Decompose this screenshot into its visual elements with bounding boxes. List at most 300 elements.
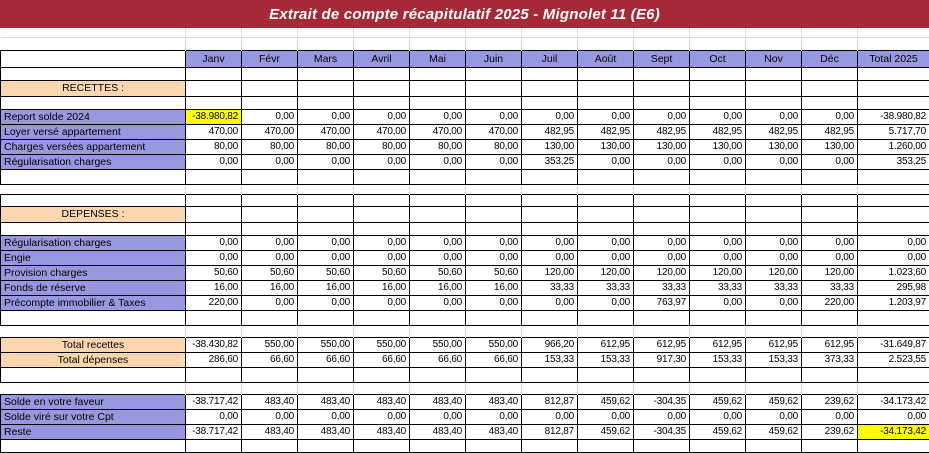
cell-engie-mai[interactable]: 0,00	[410, 250, 466, 265]
cell-regularisation-charges-janv[interactable]: 0,00	[186, 235, 242, 250]
cell-solde-vire-sur-votre-cpt-oct[interactable]: 0,00	[690, 409, 746, 424]
empty-cell[interactable]	[578, 367, 634, 382]
empty-cell[interactable]	[802, 169, 858, 184]
empty-cell[interactable]	[466, 367, 522, 382]
empty-cell[interactable]	[466, 439, 522, 452]
cell-regularisation-charges-aout[interactable]: 0,00	[578, 235, 634, 250]
empty-cell[interactable]	[802, 67, 858, 80]
cell-solde-en-votre-faveur-aout[interactable]: 459,62	[578, 394, 634, 409]
empty-cell[interactable]	[466, 222, 522, 235]
empty-cell[interactable]	[578, 310, 634, 325]
grid-gap-cell[interactable]	[186, 28, 242, 37]
cell-solde-vire-sur-votre-cpt-janv[interactable]: 0,00	[186, 409, 242, 424]
grid-gap-cell[interactable]	[578, 37, 634, 50]
empty-cell[interactable]	[242, 310, 298, 325]
cell-solde-vire-sur-votre-cpt-sept[interactable]: 0,00	[634, 409, 690, 424]
empty-cell[interactable]	[354, 222, 410, 235]
empty-cell[interactable]	[186, 310, 242, 325]
column-header-janv[interactable]: Janv	[186, 50, 242, 67]
cell-engie-mars[interactable]: 0,00	[298, 250, 354, 265]
empty-cell[interactable]	[410, 310, 466, 325]
empty-cell[interactable]	[578, 222, 634, 235]
column-header-sept[interactable]: Sept	[634, 50, 690, 67]
empty-cell[interactable]	[242, 169, 298, 184]
cell-solde-en-votre-faveur-dec[interactable]: 239,62	[802, 394, 858, 409]
grid-gap-cell[interactable]	[522, 325, 578, 337]
cell-engie-oct[interactable]: 0,00	[690, 250, 746, 265]
cell-solde-vire-sur-votre-cpt-juil[interactable]: 0,00	[522, 409, 578, 424]
cell-total-depenses-avril[interactable]: 66,60	[354, 352, 410, 367]
row-label-charges-versees-appartement[interactable]: Charges versées appartement	[1, 139, 186, 154]
cell-regularisation-charges-juil[interactable]: 0,00	[522, 235, 578, 250]
empty-cell[interactable]	[802, 96, 858, 109]
cell-charges-versees-appartement-aout[interactable]: 130,00	[578, 139, 634, 154]
row-label-loyer-verse-appartement[interactable]: Loyer versé appartement	[1, 124, 186, 139]
grid-gap-cell[interactable]	[522, 37, 578, 50]
cell-fonds-de-reserve-mai[interactable]: 16,00	[410, 280, 466, 295]
grid-gap-cell[interactable]	[298, 325, 354, 337]
row-label-solde-vire-sur-votre-cpt[interactable]: Solde viré sur votre Cpt	[1, 409, 186, 424]
cell-solde-en-votre-faveur-total-2025[interactable]: -34.173,42	[858, 394, 929, 409]
grid-gap-cell[interactable]	[802, 37, 858, 50]
cell-solde-vire-sur-votre-cpt-mai[interactable]: 0,00	[410, 409, 466, 424]
cell-precompte-immobilier-taxes-sept[interactable]: 763,97	[634, 295, 690, 310]
grid-gap-cell[interactable]	[466, 28, 522, 37]
empty-cell[interactable]	[746, 206, 802, 222]
grid-gap-cell[interactable]	[634, 184, 690, 194]
cell-report-solde-2024-avril[interactable]: 0,00	[354, 109, 410, 124]
empty-cell[interactable]	[802, 80, 858, 96]
grid-gap-cell[interactable]	[1, 382, 186, 394]
grid-gap-cell[interactable]	[858, 184, 929, 194]
grid-gap-cell[interactable]	[298, 382, 354, 394]
column-header-mars[interactable]: Mars	[298, 50, 354, 67]
empty-cell[interactable]	[410, 367, 466, 382]
empty-cell[interactable]	[186, 80, 242, 96]
empty-cell[interactable]	[1, 310, 186, 325]
cell-reste-sept[interactable]: -304,35	[634, 424, 690, 439]
cell-engie-fevr[interactable]: 0,00	[242, 250, 298, 265]
empty-cell[interactable]	[186, 439, 242, 452]
grid-gap-cell[interactable]	[746, 184, 802, 194]
empty-cell[interactable]	[186, 367, 242, 382]
cell-precompte-immobilier-taxes-juin[interactable]: 0,00	[466, 295, 522, 310]
cell-fonds-de-reserve-avril[interactable]: 16,00	[354, 280, 410, 295]
cell-solde-en-votre-faveur-avril[interactable]: 483,40	[354, 394, 410, 409]
empty-cell[interactable]	[466, 310, 522, 325]
row-label-solde-en-votre-faveur[interactable]: Solde en votre faveur	[1, 394, 186, 409]
cell-report-solde-2024-dec[interactable]: 0,00	[802, 109, 858, 124]
cell-solde-en-votre-faveur-juin[interactable]: 483,40	[466, 394, 522, 409]
empty-cell[interactable]	[298, 206, 354, 222]
column-header-fevr[interactable]: Févr	[242, 50, 298, 67]
empty-cell[interactable]	[746, 367, 802, 382]
column-header-juil[interactable]: Juil	[522, 50, 578, 67]
cell-report-solde-2024-sept[interactable]: 0,00	[634, 109, 690, 124]
empty-cell[interactable]	[466, 169, 522, 184]
cell-reste-mars[interactable]: 483,40	[298, 424, 354, 439]
cell-regularisation-charges-oct[interactable]: 0,00	[690, 154, 746, 169]
empty-cell[interactable]	[690, 206, 746, 222]
empty-cell[interactable]	[242, 80, 298, 96]
cell-solde-vire-sur-votre-cpt-fevr[interactable]: 0,00	[242, 409, 298, 424]
grid-gap-cell[interactable]	[242, 37, 298, 50]
cell-reste-juin[interactable]: 483,40	[466, 424, 522, 439]
cell-regularisation-charges-sept[interactable]: 0,00	[634, 235, 690, 250]
cell-precompte-immobilier-taxes-fevr[interactable]: 0,00	[242, 295, 298, 310]
row-label-report-solde-2024[interactable]: Report solde 2024	[1, 109, 186, 124]
empty-cell[interactable]	[634, 439, 690, 452]
empty-cell[interactable]	[578, 194, 634, 206]
cell-regularisation-charges-avril[interactable]: 0,00	[354, 235, 410, 250]
grid-gap-cell[interactable]	[690, 382, 746, 394]
grid-gap-cell[interactable]	[802, 325, 858, 337]
grid-gap-cell[interactable]	[746, 37, 802, 50]
cell-solde-en-votre-faveur-nov[interactable]: 459,62	[746, 394, 802, 409]
empty-cell[interactable]	[354, 96, 410, 109]
empty-cell[interactable]	[186, 206, 242, 222]
cell-reste-avril[interactable]: 483,40	[354, 424, 410, 439]
empty-cell[interactable]	[354, 310, 410, 325]
cell-total-recettes-fevr[interactable]: 550,00	[242, 337, 298, 352]
empty-cell[interactable]	[802, 310, 858, 325]
cell-loyer-verse-appartement-nov[interactable]: 482,95	[746, 124, 802, 139]
grid-gap-cell[interactable]	[746, 325, 802, 337]
cell-charges-versees-appartement-mai[interactable]: 80,00	[410, 139, 466, 154]
grid-gap-cell[interactable]	[298, 28, 354, 37]
empty-cell[interactable]	[242, 439, 298, 452]
cell-regularisation-charges-mars[interactable]: 0,00	[298, 235, 354, 250]
cell-fonds-de-reserve-juin[interactable]: 16,00	[466, 280, 522, 295]
empty-cell[interactable]	[690, 169, 746, 184]
empty-cell[interactable]	[522, 310, 578, 325]
grid-gap-cell[interactable]	[242, 382, 298, 394]
grid-gap-cell[interactable]	[746, 28, 802, 37]
empty-cell[interactable]	[858, 439, 929, 452]
grid-gap-cell[interactable]	[354, 37, 410, 50]
cell-total-recettes-janv[interactable]: -38.430,82	[186, 337, 242, 352]
empty-cell[interactable]	[298, 222, 354, 235]
grid-gap-cell[interactable]	[858, 37, 929, 50]
cell-loyer-verse-appartement-fevr[interactable]: 470,00	[242, 124, 298, 139]
empty-cell[interactable]	[802, 222, 858, 235]
cell-report-solde-2024-juil[interactable]: 0,00	[522, 109, 578, 124]
cell-charges-versees-appartement-fevr[interactable]: 80,00	[242, 139, 298, 154]
cell-provision-charges-fevr[interactable]: 50,60	[242, 265, 298, 280]
empty-cell[interactable]	[466, 80, 522, 96]
cell-provision-charges-mars[interactable]: 50,60	[298, 265, 354, 280]
cell-solde-en-votre-faveur-mai[interactable]: 483,40	[410, 394, 466, 409]
empty-cell[interactable]	[634, 206, 690, 222]
cell-fonds-de-reserve-nov[interactable]: 33,33	[746, 280, 802, 295]
cell-solde-en-votre-faveur-janv[interactable]: -38.717,42	[186, 394, 242, 409]
cell-fonds-de-reserve-fevr[interactable]: 16,00	[242, 280, 298, 295]
empty-cell[interactable]	[298, 439, 354, 452]
empty-cell[interactable]	[186, 222, 242, 235]
cell-provision-charges-juil[interactable]: 120,00	[522, 265, 578, 280]
cell-regularisation-charges-janv[interactable]: 0,00	[186, 154, 242, 169]
grid-gap-cell[interactable]	[690, 37, 746, 50]
cell-total-depenses-sept[interactable]: 917,30	[634, 352, 690, 367]
grid-gap-cell[interactable]	[578, 28, 634, 37]
empty-cell[interactable]	[1, 194, 186, 206]
grid-gap-cell[interactable]	[634, 28, 690, 37]
column-header-juin[interactable]: Juin	[466, 50, 522, 67]
cell-total-recettes-avril[interactable]: 550,00	[354, 337, 410, 352]
cell-loyer-verse-appartement-dec[interactable]: 482,95	[802, 124, 858, 139]
cell-reste-dec[interactable]: 239,62	[802, 424, 858, 439]
cell-provision-charges-oct[interactable]: 120,00	[690, 265, 746, 280]
grid-gap-cell[interactable]	[410, 382, 466, 394]
empty-cell[interactable]	[522, 96, 578, 109]
empty-cell[interactable]	[690, 310, 746, 325]
empty-cell[interactable]	[858, 169, 929, 184]
grid-gap-cell[interactable]	[186, 37, 242, 50]
cell-regularisation-charges-mai[interactable]: 0,00	[410, 235, 466, 250]
grid-gap-cell[interactable]	[186, 184, 242, 194]
empty-cell[interactable]	[298, 169, 354, 184]
empty-cell[interactable]	[690, 367, 746, 382]
grid-gap-cell[interactable]	[1, 325, 186, 337]
empty-cell[interactable]	[858, 222, 929, 235]
empty-cell[interactable]	[410, 67, 466, 80]
cell-provision-charges-aout[interactable]: 120,00	[578, 265, 634, 280]
cell-charges-versees-appartement-sept[interactable]: 130,00	[634, 139, 690, 154]
grid-gap-cell[interactable]	[858, 325, 929, 337]
grid-gap-cell[interactable]	[354, 382, 410, 394]
empty-cell[interactable]	[858, 67, 929, 80]
grid-gap-cell[interactable]	[690, 325, 746, 337]
cell-provision-charges-sept[interactable]: 120,00	[634, 265, 690, 280]
empty-cell[interactable]	[522, 206, 578, 222]
cell-precompte-immobilier-taxes-janv[interactable]: 220,00	[186, 295, 242, 310]
empty-cell[interactable]	[858, 80, 929, 96]
cell-engie-aout[interactable]: 0,00	[578, 250, 634, 265]
empty-cell[interactable]	[858, 194, 929, 206]
grid-gap-cell[interactable]	[466, 184, 522, 194]
grid-gap-cell[interactable]	[522, 382, 578, 394]
cell-report-solde-2024-mai[interactable]: 0,00	[410, 109, 466, 124]
cell-total-depenses-oct[interactable]: 153,33	[690, 352, 746, 367]
cell-provision-charges-juin[interactable]: 50,60	[466, 265, 522, 280]
grid-gap-cell[interactable]	[690, 28, 746, 37]
empty-cell[interactable]	[410, 222, 466, 235]
empty-cell[interactable]	[746, 80, 802, 96]
grid-gap-cell[interactable]	[354, 28, 410, 37]
cell-reste-aout[interactable]: 459,62	[578, 424, 634, 439]
column-header-dec[interactable]: Déc	[802, 50, 858, 67]
empty-cell[interactable]	[578, 67, 634, 80]
grid-gap-cell[interactable]	[298, 184, 354, 194]
cell-regularisation-charges-juin[interactable]: 0,00	[466, 235, 522, 250]
row-label-reste[interactable]: Reste	[1, 424, 186, 439]
empty-cell[interactable]	[242, 367, 298, 382]
cell-solde-en-votre-faveur-mars[interactable]: 483,40	[298, 394, 354, 409]
empty-cell[interactable]	[802, 194, 858, 206]
grid-gap-cell[interactable]	[410, 184, 466, 194]
empty-cell[interactable]	[858, 310, 929, 325]
grid-gap-cell[interactable]	[634, 325, 690, 337]
row-label-provision-charges[interactable]: Provision charges	[1, 265, 186, 280]
cell-solde-en-votre-faveur-fevr[interactable]: 483,40	[242, 394, 298, 409]
grid-gap-cell[interactable]	[298, 37, 354, 50]
empty-cell[interactable]	[634, 169, 690, 184]
empty-cell[interactable]	[466, 67, 522, 80]
empty-cell[interactable]	[634, 367, 690, 382]
grid-gap-cell[interactable]	[242, 325, 298, 337]
cell-report-solde-2024-oct[interactable]: 0,00	[690, 109, 746, 124]
empty-cell[interactable]	[242, 67, 298, 80]
grid-gap-cell[interactable]	[690, 184, 746, 194]
grid-gap-cell[interactable]	[578, 184, 634, 194]
cell-engie-dec[interactable]: 0,00	[802, 250, 858, 265]
empty-cell[interactable]	[634, 67, 690, 80]
cell-total-depenses-fevr[interactable]: 66,60	[242, 352, 298, 367]
cell-provision-charges-avril[interactable]: 50,60	[354, 265, 410, 280]
empty-cell[interactable]	[298, 96, 354, 109]
cell-total-recettes-total-2025[interactable]: -31.649,87	[858, 337, 929, 352]
empty-cell[interactable]	[578, 80, 634, 96]
cell-solde-vire-sur-votre-cpt-dec[interactable]: 0,00	[802, 409, 858, 424]
grid-gap-cell[interactable]	[858, 382, 929, 394]
row-label-regularisation-charges[interactable]: Régularisation charges	[1, 235, 186, 250]
empty-cell[interactable]	[690, 80, 746, 96]
empty-cell[interactable]	[298, 367, 354, 382]
cell-total-recettes-dec[interactable]: 612,95	[802, 337, 858, 352]
grid-gap-cell[interactable]	[410, 28, 466, 37]
cell-solde-vire-sur-votre-cpt-aout[interactable]: 0,00	[578, 409, 634, 424]
column-header-avril[interactable]: Avril	[354, 50, 410, 67]
cell-loyer-verse-appartement-total-2025[interactable]: 5.717,70	[858, 124, 929, 139]
cell-loyer-verse-appartement-avril[interactable]: 470,00	[354, 124, 410, 139]
cell-solde-vire-sur-votre-cpt-mars[interactable]: 0,00	[298, 409, 354, 424]
column-header-aout[interactable]: Août	[578, 50, 634, 67]
grid-gap-cell[interactable]	[634, 37, 690, 50]
empty-cell[interactable]	[634, 96, 690, 109]
empty-cell[interactable]	[242, 206, 298, 222]
cell-charges-versees-appartement-mars[interactable]: 80,00	[298, 139, 354, 154]
empty-cell[interactable]	[634, 222, 690, 235]
cell-total-depenses-dec[interactable]: 373,33	[802, 352, 858, 367]
empty-cell[interactable]	[298, 194, 354, 206]
cell-report-solde-2024-aout[interactable]: 0,00	[578, 109, 634, 124]
grid-gap-cell[interactable]	[802, 184, 858, 194]
row-label-total-depenses[interactable]: Total dépenses	[1, 352, 186, 367]
empty-cell[interactable]	[746, 169, 802, 184]
cell-loyer-verse-appartement-aout[interactable]: 482,95	[578, 124, 634, 139]
cell-total-recettes-nov[interactable]: 612,95	[746, 337, 802, 352]
cell-loyer-verse-appartement-juin[interactable]: 470,00	[466, 124, 522, 139]
cell-regularisation-charges-total-2025[interactable]: 353,25	[858, 154, 929, 169]
empty-cell[interactable]	[634, 80, 690, 96]
grid-gap-cell[interactable]	[522, 184, 578, 194]
row-label-total-recettes[interactable]: Total recettes	[1, 337, 186, 352]
cell-regularisation-charges-juil[interactable]: 353,25	[522, 154, 578, 169]
empty-cell[interactable]	[466, 96, 522, 109]
empty-cell[interactable]	[242, 96, 298, 109]
cell-precompte-immobilier-taxes-avril[interactable]: 0,00	[354, 295, 410, 310]
cell-report-solde-2024-juin[interactable]: 0,00	[466, 109, 522, 124]
cell-total-depenses-mai[interactable]: 66,60	[410, 352, 466, 367]
empty-cell[interactable]	[522, 80, 578, 96]
cell-charges-versees-appartement-total-2025[interactable]: 1.260,00	[858, 139, 929, 154]
cell-reste-total-2025[interactable]: -34.173,42	[858, 424, 929, 439]
grid-gap-cell[interactable]	[354, 184, 410, 194]
cell-engie-janv[interactable]: 0,00	[186, 250, 242, 265]
cell-total-depenses-total-2025[interactable]: 2.523,55	[858, 352, 929, 367]
grid-gap-cell[interactable]	[858, 28, 929, 37]
empty-cell[interactable]	[354, 367, 410, 382]
cell-fonds-de-reserve-sept[interactable]: 33,33	[634, 280, 690, 295]
column-header-nov[interactable]: Nov	[746, 50, 802, 67]
empty-cell[interactable]	[410, 439, 466, 452]
cell-precompte-immobilier-taxes-oct[interactable]: 0,00	[690, 295, 746, 310]
empty-cell[interactable]	[354, 67, 410, 80]
cell-total-recettes-mai[interactable]: 550,00	[410, 337, 466, 352]
empty-cell[interactable]	[690, 194, 746, 206]
cell-reste-mai[interactable]: 483,40	[410, 424, 466, 439]
grid-gap-cell[interactable]	[1, 37, 186, 50]
cell-provision-charges-janv[interactable]: 50,60	[186, 265, 242, 280]
cell-solde-vire-sur-votre-cpt-total-2025[interactable]: 0,00	[858, 409, 929, 424]
empty-cell[interactable]	[354, 194, 410, 206]
cell-regularisation-charges-avril[interactable]: 0,00	[354, 154, 410, 169]
empty-cell[interactable]	[466, 194, 522, 206]
cell-precompte-immobilier-taxes-total-2025[interactable]: 1.203,97	[858, 295, 929, 310]
empty-cell[interactable]	[410, 96, 466, 109]
grid-gap-cell[interactable]	[466, 325, 522, 337]
cell-charges-versees-appartement-nov[interactable]: 130,00	[746, 139, 802, 154]
cell-loyer-verse-appartement-sept[interactable]: 482,95	[634, 124, 690, 139]
empty-cell[interactable]	[858, 96, 929, 109]
empty-cell[interactable]	[522, 367, 578, 382]
cell-precompte-immobilier-taxes-nov[interactable]: 0,00	[746, 295, 802, 310]
empty-cell[interactable]	[1, 367, 186, 382]
grid-gap-cell[interactable]	[242, 28, 298, 37]
cell-total-depenses-nov[interactable]: 153,33	[746, 352, 802, 367]
grid-gap-cell[interactable]	[354, 325, 410, 337]
empty-cell[interactable]	[746, 96, 802, 109]
empty-cell[interactable]	[1, 439, 186, 452]
cell-regularisation-charges-oct[interactable]: 0,00	[690, 235, 746, 250]
empty-cell[interactable]	[746, 67, 802, 80]
corner-cell[interactable]	[1, 50, 186, 67]
empty-cell[interactable]	[634, 194, 690, 206]
cell-fonds-de-reserve-oct[interactable]: 33,33	[690, 280, 746, 295]
empty-cell[interactable]	[802, 367, 858, 382]
empty-cell[interactable]	[746, 194, 802, 206]
empty-cell[interactable]	[298, 67, 354, 80]
empty-cell[interactable]	[522, 222, 578, 235]
empty-cell[interactable]	[410, 169, 466, 184]
row-label-fonds-de-reserve[interactable]: Fonds de réserve	[1, 280, 186, 295]
empty-cell[interactable]	[690, 222, 746, 235]
grid-gap-cell[interactable]	[634, 382, 690, 394]
column-header-oct[interactable]: Oct	[690, 50, 746, 67]
empty-cell[interactable]	[242, 222, 298, 235]
grid-gap-cell[interactable]	[578, 382, 634, 394]
empty-cell[interactable]	[802, 439, 858, 452]
section-label-depenses[interactable]: DEPENSES :	[1, 206, 186, 222]
column-header-total-2025[interactable]: Total 2025	[858, 50, 929, 67]
cell-regularisation-charges-fevr[interactable]: 0,00	[242, 235, 298, 250]
grid-gap-cell[interactable]	[802, 382, 858, 394]
cell-engie-juin[interactable]: 0,00	[466, 250, 522, 265]
cell-engie-nov[interactable]: 0,00	[746, 250, 802, 265]
empty-cell[interactable]	[354, 169, 410, 184]
cell-total-depenses-aout[interactable]: 153,33	[578, 352, 634, 367]
cell-regularisation-charges-nov[interactable]: 0,00	[746, 154, 802, 169]
